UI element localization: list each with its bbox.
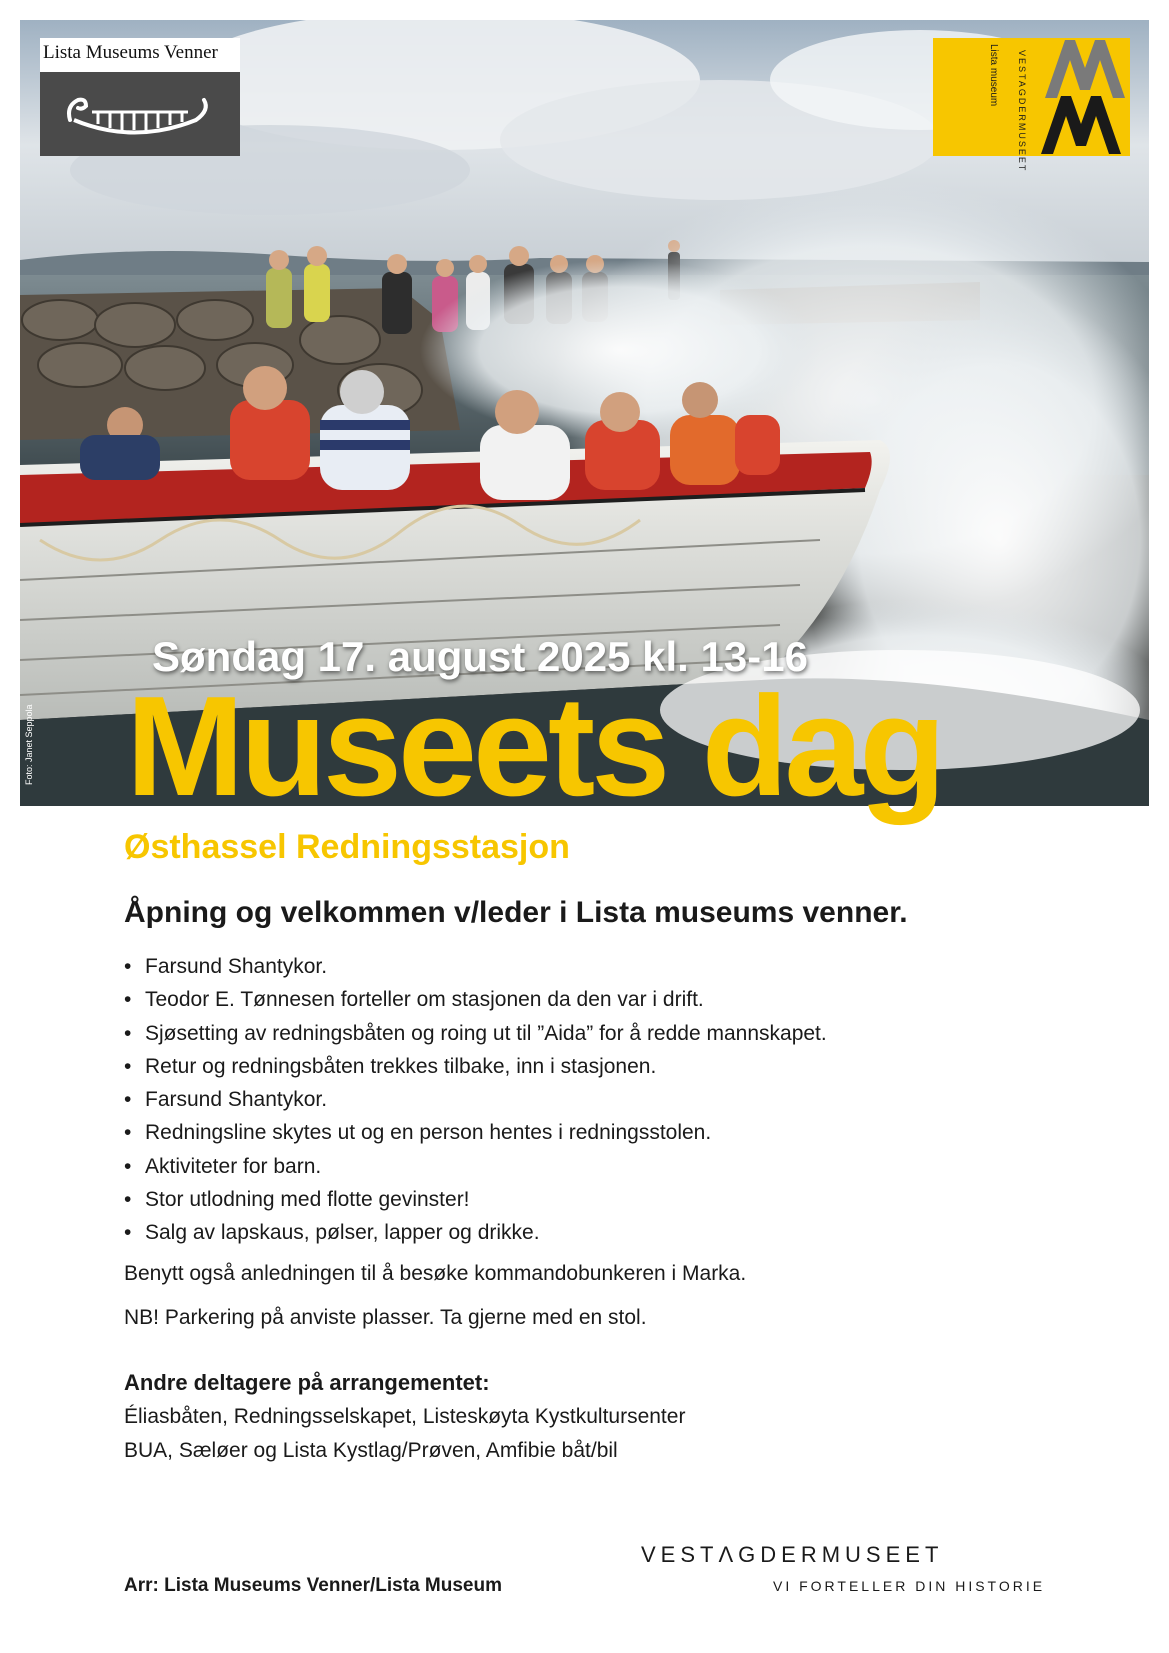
program-item xyxy=(124,1050,827,1083)
bullet: • xyxy=(124,988,132,1012)
bullet: • xyxy=(124,1121,132,1145)
event-date: Søndag 17. august 2025 kl. 13-16 xyxy=(152,633,808,680)
bullet: • xyxy=(124,1021,132,1045)
bullet: • xyxy=(124,1154,132,1178)
program-item xyxy=(124,1150,827,1183)
program-item xyxy=(124,1116,827,1149)
viking-ship-icon xyxy=(64,90,214,150)
program-item xyxy=(124,1216,827,1249)
bullet: • xyxy=(124,1054,132,1078)
bunker-note: Benytt også anledningen til å besøke kommandobunkeren i Marka. xyxy=(124,1262,747,1285)
opening-line: Åpning og velkommen v/leder i Lista museums venner. xyxy=(124,896,908,929)
bullet: • xyxy=(124,1221,132,1245)
program-item xyxy=(124,1183,827,1216)
program-item-text: Redningsline skytes ut og en person hentes i redningsstolen. xyxy=(145,1121,712,1145)
participants-heading: Andre deltagere på arrangementet: xyxy=(124,1370,490,1395)
event-location: Østhassel Redningsstasjon xyxy=(124,828,570,866)
program-list xyxy=(124,950,827,1250)
lista-museums-venner-label: Lista Museums Venner xyxy=(40,38,240,72)
program-item xyxy=(124,1083,827,1116)
program-item-text: Stor utlodning med flotte gevinster! xyxy=(145,1188,470,1212)
bullet: • xyxy=(124,955,132,978)
footer-brand: VESTΛGDERMUSEET xyxy=(641,1542,944,1567)
footer-tagline: VI FORTELLER DIN HISTORIE xyxy=(773,1578,1046,1594)
bullet: • xyxy=(124,1088,132,1112)
program-item xyxy=(124,983,827,1016)
program-item-text: Farsund Shantykor. xyxy=(145,955,328,978)
bullet: • xyxy=(124,1188,132,1212)
program-item-text: Farsund Shantykor. xyxy=(145,1088,328,1112)
program-item-text: Retur og redningsbåten trekkes tilbake, inn i stasjonen. xyxy=(145,1054,657,1078)
program-item xyxy=(124,950,827,983)
photo-credit: Foto: Janet Seppola xyxy=(24,704,34,785)
program-item-text: Aktiviteter for barn. xyxy=(145,1154,322,1178)
event-title: Museets dag xyxy=(126,667,943,826)
program-item xyxy=(124,1017,827,1050)
participants-line: BUA, Sæløer og Lista Kystlag/Prøven, Amfibie båt/bil xyxy=(124,1439,618,1462)
program-item-text: Salg av lapskaus, pølser, lapper og drikke. xyxy=(145,1221,540,1245)
lista-museum-label: Lista museum xyxy=(988,44,999,107)
lista-museums-venner-logo xyxy=(40,38,240,156)
vestagdermuseet-logo xyxy=(933,38,1130,173)
program-item-text: Teodor E. Tønnesen forteller om stasjonen da den var i drift. xyxy=(145,988,704,1012)
vestagdermuseet-label: VESTAGDERMUSEET xyxy=(1017,50,1027,173)
parking-note: NB! Parkering på anviste plasser. Ta gjerne med en stol. xyxy=(124,1306,647,1329)
organizer-line: Arr: Lista Museums Venner/Lista Museum xyxy=(124,1575,502,1596)
program-item-text: Sjøsetting av redningsbåten og roing ut til ”Aida” for å redde mannskapet. xyxy=(145,1021,827,1045)
vm-monogram-icon xyxy=(1033,38,1130,156)
participants-line: Éliasbåten, Redningsselskapet, Listeskøyta Kystkultursenter xyxy=(124,1405,686,1428)
